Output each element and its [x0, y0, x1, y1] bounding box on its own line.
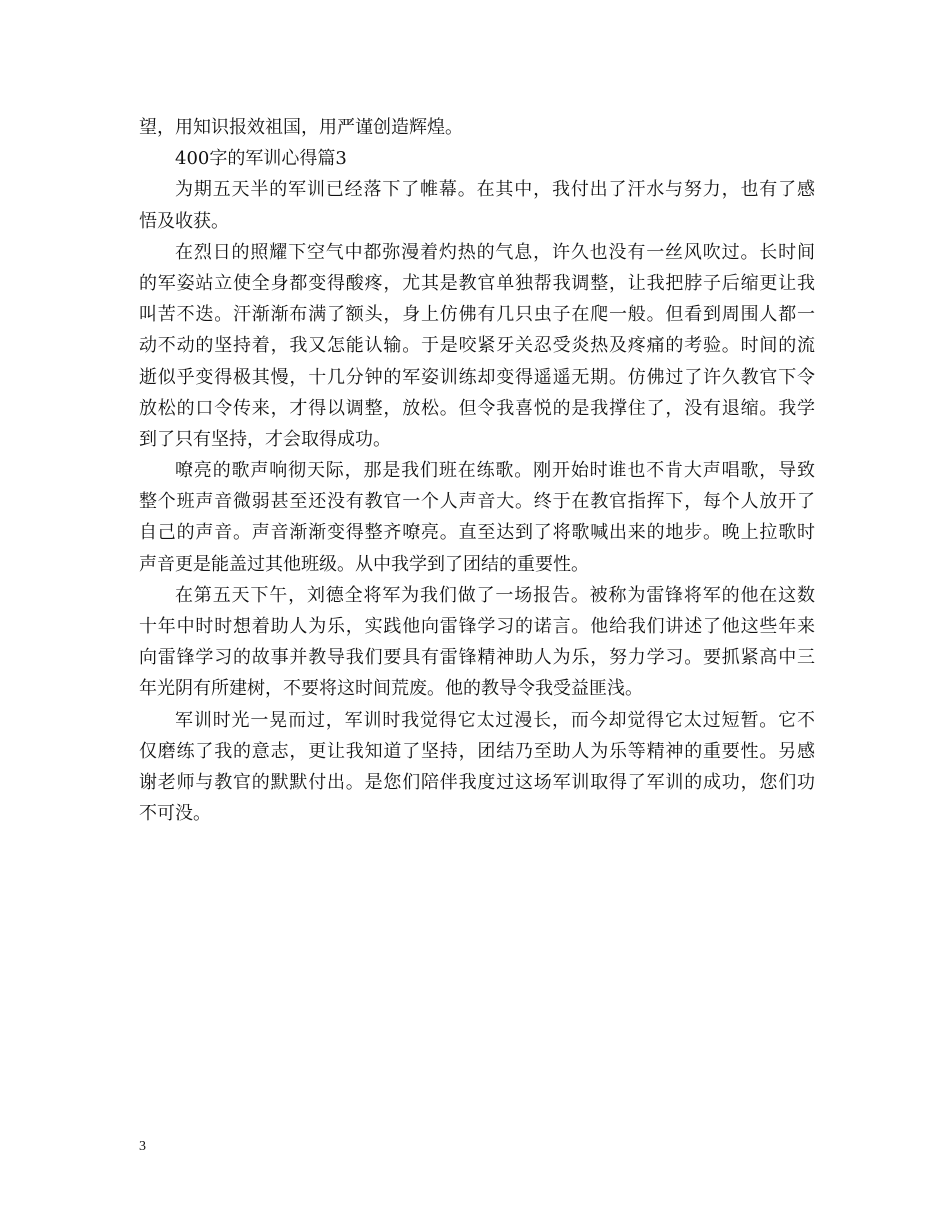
- text-line: 不可没。: [139, 803, 211, 825]
- text-line: 为期五天半的军训已经落下了帷幕。在其中，我付出了汗水与努力，也有了感: [175, 179, 815, 201]
- text-line: 整个班声音微弱甚至还没有教官一个人声音大。终于在教官指挥下，每个人放开了: [139, 491, 815, 513]
- text-line: 自己的声音。声音渐渐变得整齐嘹亮。直至达到了将歌喊出来的地步。晚上拉歌时: [139, 522, 815, 544]
- text-line: 十年中时时想着助人为乐，实践他向雷锋学习的诺言。他给我们讲述了他这些年来: [139, 616, 815, 637]
- text-line: 仅磨练了我的意志，更让我知道了坚持，团结乃至助人为乐等精神的重要性。另感: [139, 740, 815, 762]
- text-line: 声音更是能盖过其他班级。从中我学到了团结的重要性。: [139, 553, 589, 575]
- page-number: 3: [139, 1139, 146, 1154]
- text-line: 望，用知识报效祖国，用严谨创造辉煌。: [139, 117, 463, 138]
- text-line: 放松的口令传来，才得以调整，放松。但令我喜悦的是我撑住了，没有退缩。我学: [139, 397, 815, 419]
- text-line: 的军姿站立使全身都变得酸疼，尤其是教官单独帮我调整，让我把脖子后缩更让我: [139, 272, 815, 294]
- text-line: 在烈日的照耀下空气中都弥漫着灼热的气息，许久也没有一丝风吹过。长时间: [175, 241, 815, 263]
- text-line: 嘹亮的歌声响彻天际，那是我们班在练歌。刚开始时谁也不肯大声唱歌，导致: [175, 460, 815, 482]
- text-line: 年光阴有所建树，不要将这时间荒废。他的教导令我受益匪浅。: [139, 678, 643, 700]
- text-line: 军训时光一晃而过，军训时我觉得它太过漫长，而今却觉得它太过短暂。它不: [175, 709, 815, 731]
- text-line: 悟及收获。: [139, 210, 229, 232]
- text-line: 动不动的坚持着，我又怎能认输。于是咬紧牙关忍受炎热及疼痛的考验。时间的流: [139, 335, 815, 357]
- text-line: 在第五天下午，刘德全将军为我们做了一场报告。被称为雷锋将军的他在这数: [175, 584, 815, 606]
- text-line: 谢老师与教官的默默付出。是您们陪伴我度过这场军训取得了军训的成功，您们功: [139, 771, 815, 793]
- text-line: 逝似乎变得极其慢，十几分钟的军姿训练却变得遥遥无期。仿佛过了许久教官下令: [139, 366, 815, 388]
- text-line: 400字的军训心得篇3: [175, 148, 347, 170]
- text-line: 到了只有坚持，才会取得成功。: [139, 428, 391, 450]
- text-line: 叫苦不迭。汗渐渐布满了额头，身上仿佛有几只虫子在爬一般。但看到周围人都一: [139, 304, 815, 326]
- document-body: [139, 112, 815, 829]
- text-line: 向雷锋学习的故事并教导我们要具有雷锋精神助人为乐，努力学习。要抓紧高中三: [139, 647, 815, 669]
